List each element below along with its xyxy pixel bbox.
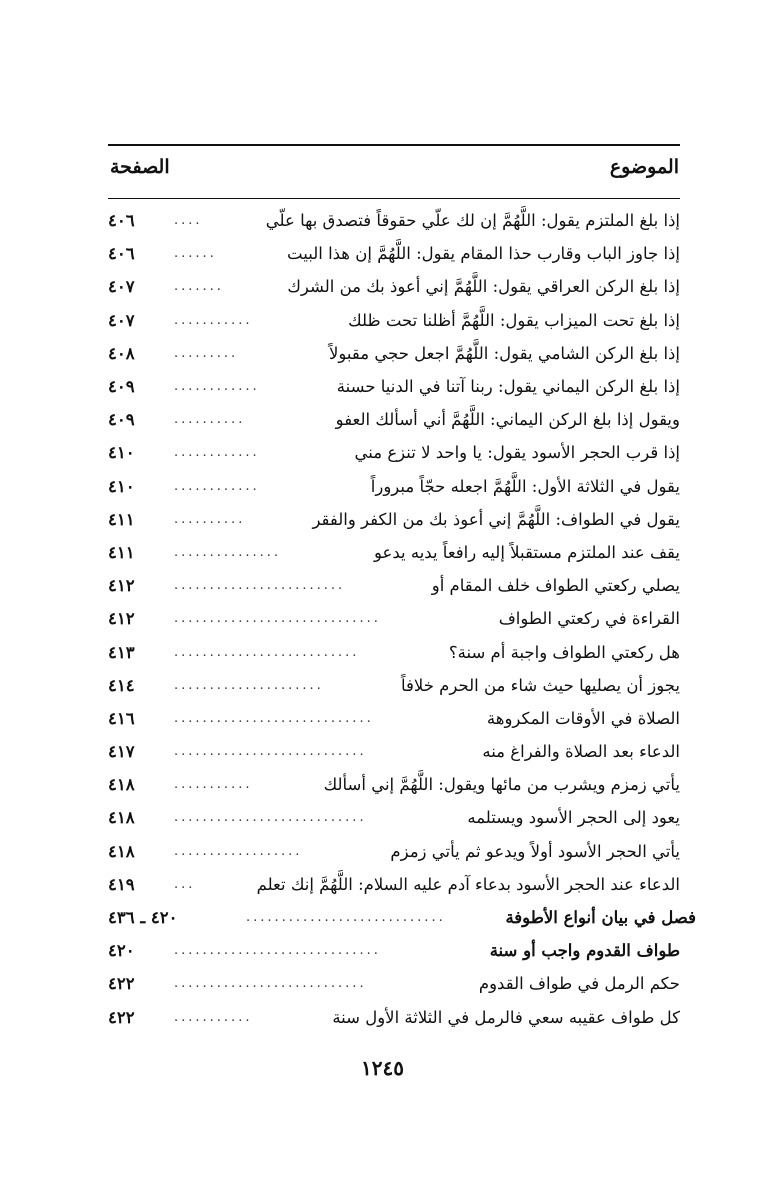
toc-entry-page: ٤٠٩ (108, 410, 135, 430)
toc-entry-page: ٤٢٠ (108, 941, 135, 961)
toc-leader-dots: ....... (174, 279, 224, 295)
toc-entry-title: الدعاء بعد الصلاة والفراغ منه (482, 742, 680, 762)
toc-entry (108, 735, 680, 768)
toc-entry-title: كل طواف عقيبه سعي فالرمل في الثلاثة الأول سنة (332, 1007, 680, 1027)
toc-entry-page: ٤١٠ (108, 476, 135, 496)
toc-leader-dots: ............................ (246, 910, 446, 926)
toc-leader-dots: .......... (174, 412, 246, 428)
topic-column-header: الموضوع (609, 156, 679, 178)
toc-entry-page: ٤١٣ (108, 642, 135, 662)
toc-entry (108, 536, 680, 569)
toc-entry (108, 204, 680, 237)
toc-entry-page: ٤٢٢ (108, 974, 135, 994)
toc-entry-title: حكم الرمل في طواف القدوم (478, 974, 680, 994)
toc-entry-title: إذا بلغ تحت الميزاب يقول: اللَّهُمَّ أظلنا تحت ظلك (348, 310, 680, 330)
toc-list (108, 204, 696, 1034)
toc-entry-title: يقول في الثلاثة الأول: اللَّهُمَّ اجعله حجّاً مبروراً (370, 476, 680, 496)
toc-leader-dots: ............................. (174, 611, 381, 627)
toc-entry (108, 835, 680, 868)
toc-entry (108, 370, 680, 403)
toc-entry-title: الدعاء عند الحجر الأسود بدعاء آدم عليه السلام: اللَّهُمَّ إنك تعلم (256, 874, 680, 894)
toc-entry-title: إذا قرب الحجر الأسود يقول: يا واحد لا تنزع مني (354, 443, 680, 463)
toc-entry-title: يقف عند الملتزم مستقبلاً إليه رافعاً يديه يدعو (373, 542, 680, 562)
toc-leader-dots: ........... (174, 312, 253, 328)
toc-entry (108, 967, 680, 1000)
toc-leader-dots: ............ (174, 445, 260, 461)
toc-entry-title: يعود إلى الحجر الأسود ويستلمه (467, 808, 680, 828)
toc-entry-page: ٤٠٧ (108, 277, 135, 297)
toc-entry-page: ٤١٨ (108, 775, 135, 795)
toc-entry-page: ٤١٩ (108, 874, 135, 894)
toc-entry-page: ٤٢٠ ـ ٤٣٦ (108, 908, 178, 928)
toc-leader-dots: ..................... (174, 677, 324, 693)
toc-entry (108, 569, 680, 602)
toc-entry-title: إذا بلغ الركن اليماني يقول: ربنا آتنا في الدنيا حسنة (336, 377, 680, 397)
toc-leader-dots: ............ (174, 478, 260, 494)
toc-entry-page: ٤١٨ (108, 841, 135, 861)
toc-leader-dots: ......... (174, 345, 239, 361)
toc-entry-page: ٤٠٨ (108, 343, 135, 363)
toc-leader-dots: .......................... (174, 644, 360, 660)
toc-entry-title: إذا بلغ الركن العراقي يقول: اللَّهُمَّ إني أعوذ بك من الشرك (287, 277, 680, 297)
toc-leader-dots: ........................... (174, 744, 367, 760)
toc-leader-dots: ........................... (174, 976, 367, 992)
toc-leader-dots: ........... (174, 1009, 253, 1025)
toc-entry-title: فصل في بيان أنواع الأطوفة (505, 908, 696, 928)
toc-entry-title: القراءة في ركعتي الطواف (498, 609, 680, 629)
toc-entry-title: يقول في الطواف: اللَّهُمَّ إني أعوذ بك من الكفر والفقر (312, 509, 680, 529)
toc-leader-dots: .................. (174, 843, 303, 859)
toc-entry (108, 901, 696, 934)
toc-entry (108, 635, 680, 668)
toc-leader-dots: ............................ (174, 710, 374, 726)
toc-entry-page: ٤١٤ (108, 675, 135, 695)
toc-leader-dots: ...... (174, 246, 217, 262)
toc-entry (108, 503, 680, 536)
toc-entry-page: ٤١٢ (108, 576, 135, 596)
toc-entry-title: إذا جاوز الباب وقارب حذا المقام يقول: اللَّهُمَّ إن هذا البيت (287, 244, 680, 264)
toc-entry-page: ٤١١ (108, 542, 135, 562)
toc-entry-page: ٤١٢ (108, 609, 135, 629)
toc-entry-title: يجوز أن يصليها حيث شاء من الحرم خلافاً (400, 675, 680, 695)
page-column-header: الصفحة (110, 156, 170, 178)
toc-entry (108, 702, 680, 735)
toc-entry (108, 801, 680, 834)
toc-entry-page: ٤١١ (108, 509, 135, 529)
toc-entry-page: ٤٠٩ (108, 377, 135, 397)
toc-entry-page: ٤٠٦ (108, 211, 135, 231)
toc-leader-dots: ........... (174, 777, 253, 793)
toc-entry (108, 237, 680, 270)
toc-entry-page: ٤٢٢ (108, 1007, 135, 1027)
toc-entry (108, 403, 680, 436)
toc-entry (108, 768, 680, 801)
toc-entry-title: إذا بلغ الركن الشامي يقول: اللَّهُمَّ اجعل حجي مقبولاً (328, 343, 680, 363)
page-number: ١٢٤٥ (361, 1056, 404, 1080)
toc-entry-page: ٤١٨ (108, 808, 135, 828)
toc-entry (108, 669, 680, 702)
toc-entry-title: يأتي زمزم ويشرب من مائها ويقول: اللَّهُمَّ إني أسألك (323, 775, 680, 795)
toc-leader-dots: .... (174, 213, 203, 229)
toc-entry-title: هل ركعتي الطواف واجبة أم سنة؟ (448, 642, 680, 662)
toc-entry (108, 436, 680, 469)
toc-leader-dots: ............................. (174, 943, 381, 959)
toc-entry (108, 602, 680, 635)
toc-entry (108, 868, 680, 901)
toc-entry-title: يصلي ركعتي الطواف خلف المقام أو (431, 576, 680, 596)
toc-entry-page: ٤١٧ (108, 742, 135, 762)
toc-entry (108, 270, 680, 303)
toc-entry-page: ٤٠٦ (108, 244, 135, 264)
header-rule (108, 198, 680, 199)
toc-entry (108, 337, 680, 370)
toc-entry (108, 934, 680, 967)
toc-entry-title: إذا بلغ الملتزم يقول: اللَّهُمَّ إن لك علّي حقوقاً فتصدق بها علّي (265, 211, 680, 231)
toc-leader-dots: ........................... (174, 810, 367, 826)
toc-leader-dots: ............ (174, 379, 260, 395)
toc-leader-dots: .......... (174, 511, 246, 527)
toc-entry-title: ويقول إذا بلغ الركن اليماني: اللَّهُمَّ أني أسألك العفو (335, 410, 680, 430)
toc-entry-page: ٤٠٧ (108, 310, 135, 330)
toc-entry-title: الصلاة في الأوقات المكروهة (486, 708, 680, 728)
toc-leader-dots: ............... (174, 544, 281, 560)
toc-entry-title: طواف القدوم واجب أو سنة (489, 941, 680, 961)
toc-entry-page: ٤١٠ (108, 443, 135, 463)
toc-entry (108, 470, 680, 503)
toc-leader-dots: ........................ (174, 578, 346, 594)
toc-entry (108, 1001, 680, 1034)
toc-entry (108, 304, 680, 337)
top-rule (108, 144, 680, 146)
toc-entry-page: ٤١٦ (108, 708, 135, 728)
toc-leader-dots: ... (174, 876, 196, 892)
toc-entry-title: يأتي الحجر الأسود أولاً ويدعو ثم يأتي زمزم (390, 841, 680, 861)
